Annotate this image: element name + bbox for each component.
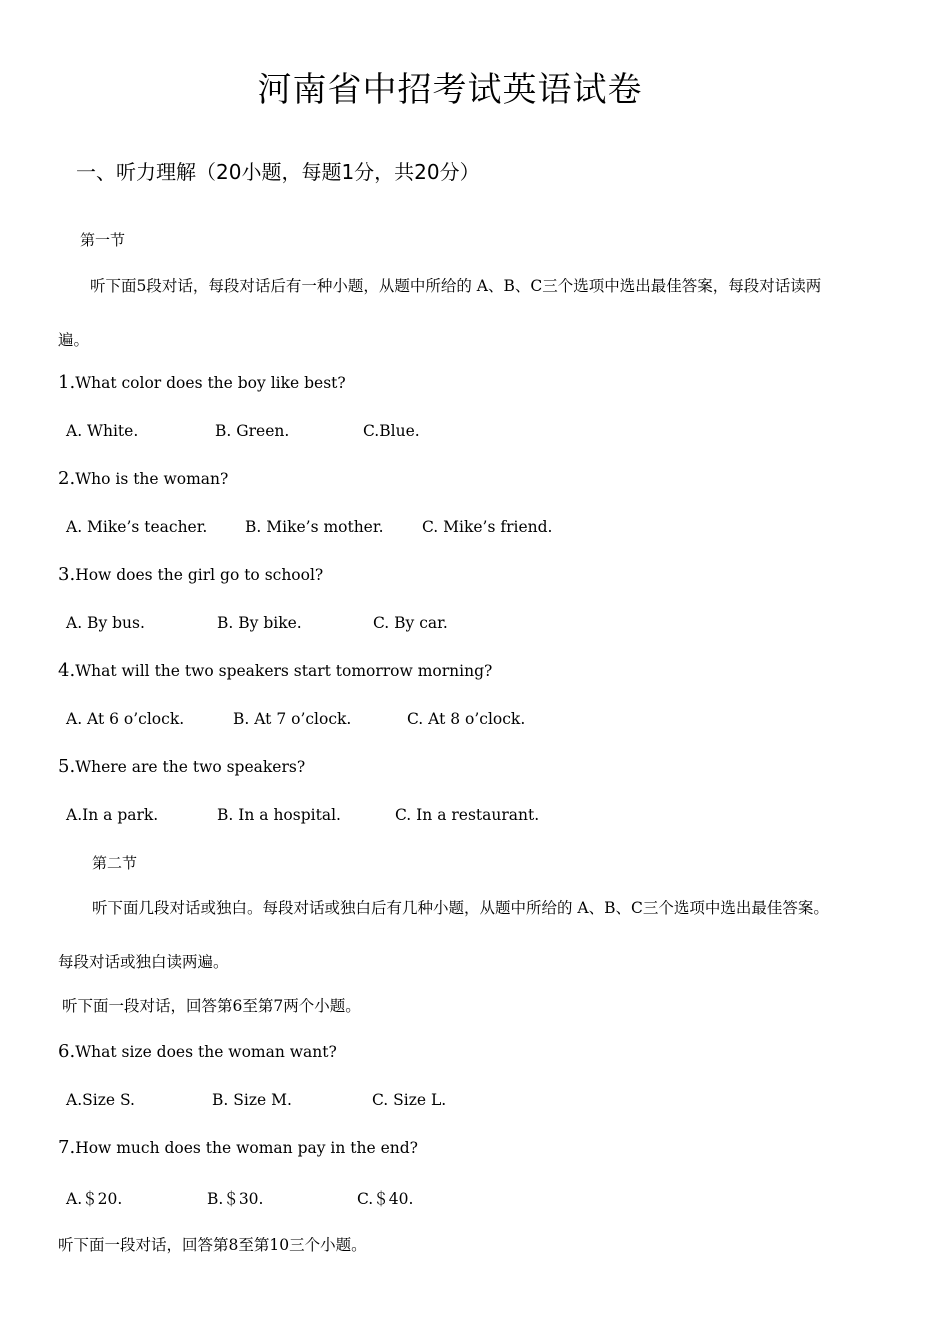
question-stem <box>58 1041 337 1062</box>
question-number: 4. <box>58 660 76 681</box>
instruction-text: 每段对话或独白读两遍。 <box>58 953 229 971</box>
option-b: B. In a hospital. <box>217 806 341 824</box>
question-stem <box>58 372 346 393</box>
question-text: What size does the woman want? <box>75 1043 337 1061</box>
instruction-text: 遍。 <box>58 331 90 349</box>
option-a: A. Mike’s teacher. <box>66 518 208 536</box>
question-text: Who is the woman? <box>75 470 229 488</box>
option-c: C.＄40. <box>357 1190 414 1208</box>
question-text: How does the girl go to school? <box>75 566 324 584</box>
option-c: C. Size L. <box>372 1091 447 1109</box>
question-number: 3. <box>58 564 76 585</box>
option-a: A. At 6 o’clock. <box>66 710 185 728</box>
question-text: What color does the boy like best? <box>75 374 346 392</box>
section-heading: 一、听力理解（20小题，每题1分，共20分） <box>76 160 480 184</box>
page-title: 河南省中招考试英语试卷 <box>257 70 643 110</box>
option-c: C. Mike’s friend. <box>422 518 553 536</box>
option-a: A.Size S. <box>66 1091 135 1109</box>
option-c: C.Blue. <box>363 422 420 440</box>
question-stem <box>58 756 305 777</box>
question-stem <box>58 564 323 585</box>
question-stem <box>58 1137 418 1158</box>
option-c: C. By car. <box>373 614 448 632</box>
option-a: A.In a park. <box>66 806 159 824</box>
option-b: B. Size M. <box>212 1091 292 1109</box>
part-label: 第一节 <box>80 231 126 249</box>
question-stem <box>58 468 228 489</box>
option-a: A. By bus. <box>66 614 145 632</box>
question-number: 2. <box>58 468 76 489</box>
question-text: What will the two speakers start tomorrow morning? <box>75 662 493 680</box>
group-intro: 听下面一段对话，回答第6至第7两个小题。 <box>62 997 361 1015</box>
part-label: 第二节 <box>92 854 138 872</box>
question-number: 6. <box>58 1041 76 1062</box>
option-b: B. By bike. <box>217 614 302 632</box>
option-b: B. Green. <box>215 422 290 440</box>
question-text: How much does the woman pay in the end? <box>75 1139 418 1157</box>
option-b: B. At 7 o’clock. <box>233 710 352 728</box>
question-number: 5. <box>58 756 76 777</box>
instruction-text: 听下面几段对话或独白。每段对话或独白后有几种小题，从题中所给的 A、B、C三个选项中选出最佳答案。 <box>92 899 829 917</box>
question-stem <box>58 660 492 681</box>
instruction-text: 听下面5段对话，每段对话后有一种小题，从题中所给的 A、B、C三个选项中选出最佳答案，每段对话读两 <box>90 277 822 295</box>
option-b: B. Mike’s mother. <box>245 518 384 536</box>
option-c: C. At 8 o’clock. <box>407 710 526 728</box>
question-text: Where are the two speakers? <box>75 758 306 776</box>
question-number: 1. <box>58 372 76 393</box>
option-a: A.＄20. <box>66 1190 123 1208</box>
option-a: A. White. <box>66 422 139 440</box>
option-b: B.＄30. <box>207 1190 264 1208</box>
option-c: C. In a restaurant. <box>395 806 540 824</box>
group-intro: 听下面一段对话，回答第8至第10三个小题。 <box>58 1236 367 1254</box>
question-number: 7. <box>58 1137 76 1158</box>
